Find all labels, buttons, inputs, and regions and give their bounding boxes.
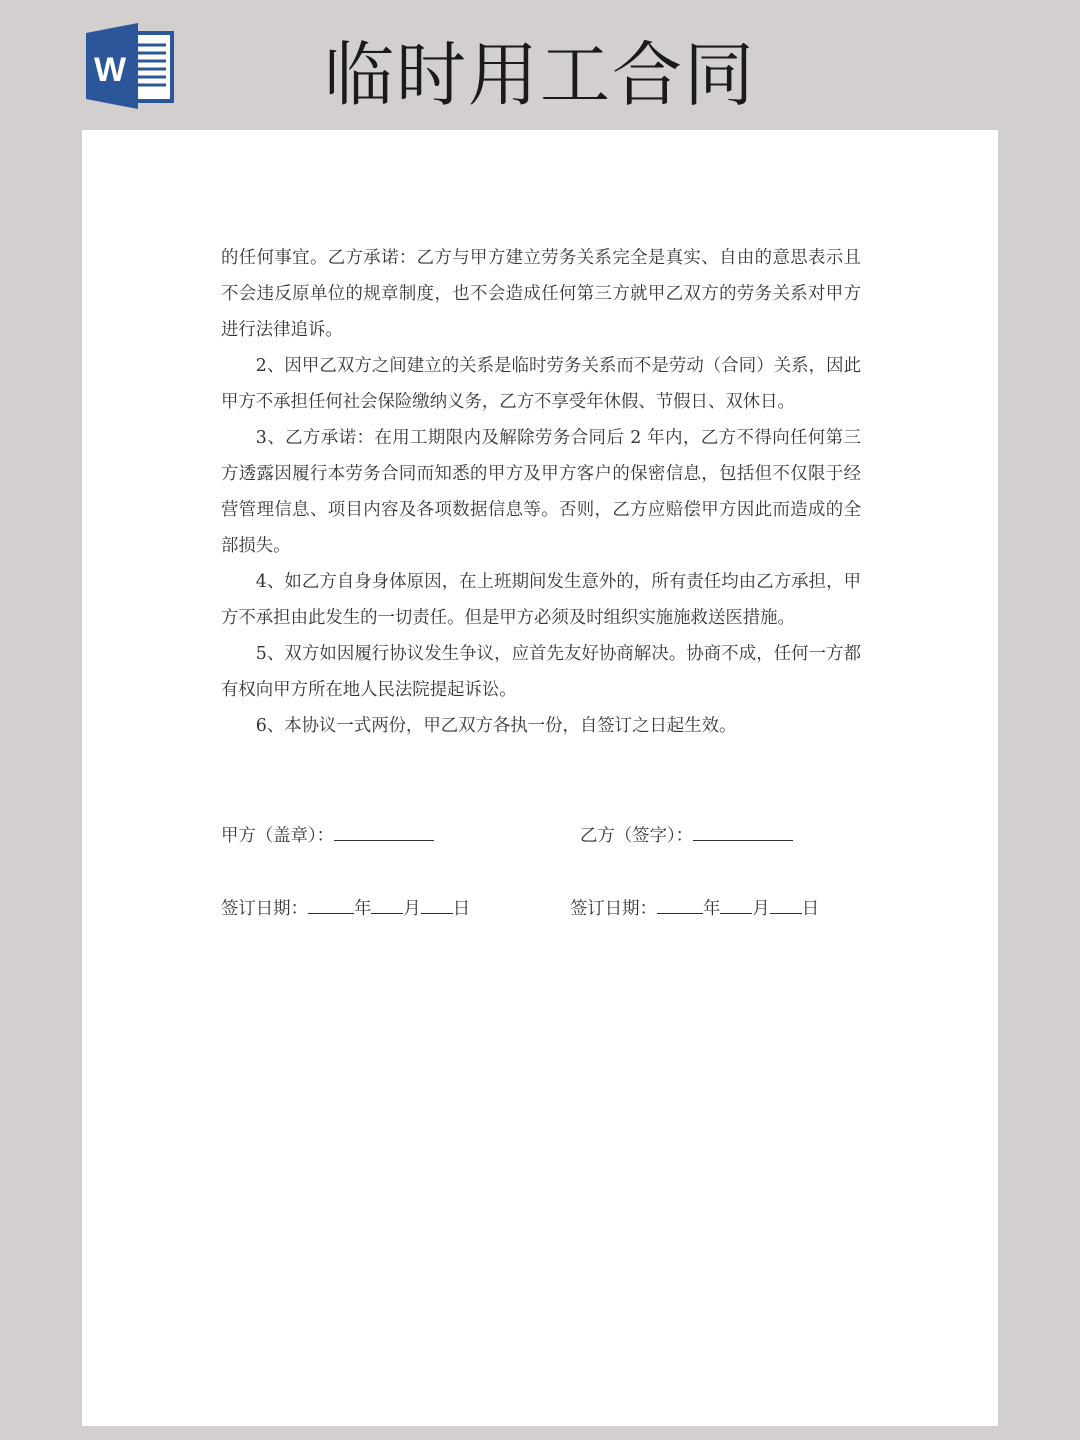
month-label-a: 月 (403, 899, 421, 919)
clause-3: 3、乙方承诺：在用工期限内及解除劳务合同后 2 年内，乙方不得向任何第三方透露因履行本劳务合同而知悉的甲方及甲方客户的保密信息，包括但不仅限于经营管理信息、项目内容及各项数据信息等。否则，乙方应赔偿甲方因此而造成的全部损失。 (221, 428, 861, 556)
month-label-b: 月 (752, 899, 770, 919)
clause-4: 4、如乙方自身身体原因，在上班期间发生意外的，所有责任均由乙方承担，甲方不承担由此发生的一切责任。但是甲方必须及时组织实施施救送医措施。 (221, 572, 861, 628)
month-blank-b (720, 895, 752, 914)
party-a-date (221, 895, 470, 921)
date-label-a: 签订日期： (221, 899, 308, 919)
clause-5: 5、双方如因履行协议发生争议，应首先友好协商解决。协商不成，任何一方都有权向甲方所在地人民法院提起诉讼。 (221, 644, 861, 700)
clause-6: 6、本协议一式两份，甲乙双方各执一份，自签订之日起生效。 (255, 716, 737, 736)
document-title: 临时用工合同 (324, 34, 756, 116)
month-blank-a (371, 895, 403, 914)
year-label-a: 年 (353, 899, 372, 919)
party-a-blank (334, 822, 434, 841)
clause-continuation: 的任何事宜。乙方承诺：乙方与甲方建立劳务关系完全是真实、自由的意思表示且不会违反原单位的规章制度，也不会造成任何第三方就甲乙双方的劳务关系对甲方进行法律追诉。 (221, 248, 861, 340)
date-label-b: 签订日期： (570, 899, 657, 919)
party-b-date (570, 895, 819, 921)
party-b-blank (693, 822, 793, 841)
year-blank-a (308, 895, 354, 914)
year-blank-b (657, 895, 703, 914)
clause-2: 2、因甲乙双方之间建立的关系是临时劳务关系而不是劳动（合同）关系，因此甲方不承担任何社会保险缴纳义务，乙方不享受年休假、节假日、双休日。 (221, 356, 861, 412)
day-blank-a (421, 895, 453, 914)
document-page (82, 130, 998, 1426)
party-b-label: 乙方（签字）： (580, 826, 694, 846)
day-label-b: 日 (801, 899, 820, 919)
word-logo-letter: W (93, 51, 127, 89)
day-label-a: 日 (452, 899, 471, 919)
year-label-b: 年 (702, 899, 721, 919)
day-blank-b (770, 895, 802, 914)
party-a-signature (221, 822, 434, 848)
contract-body (221, 240, 861, 744)
party-a-label: 甲方（盖章）： (221, 826, 335, 846)
party-b-signature (580, 822, 793, 848)
